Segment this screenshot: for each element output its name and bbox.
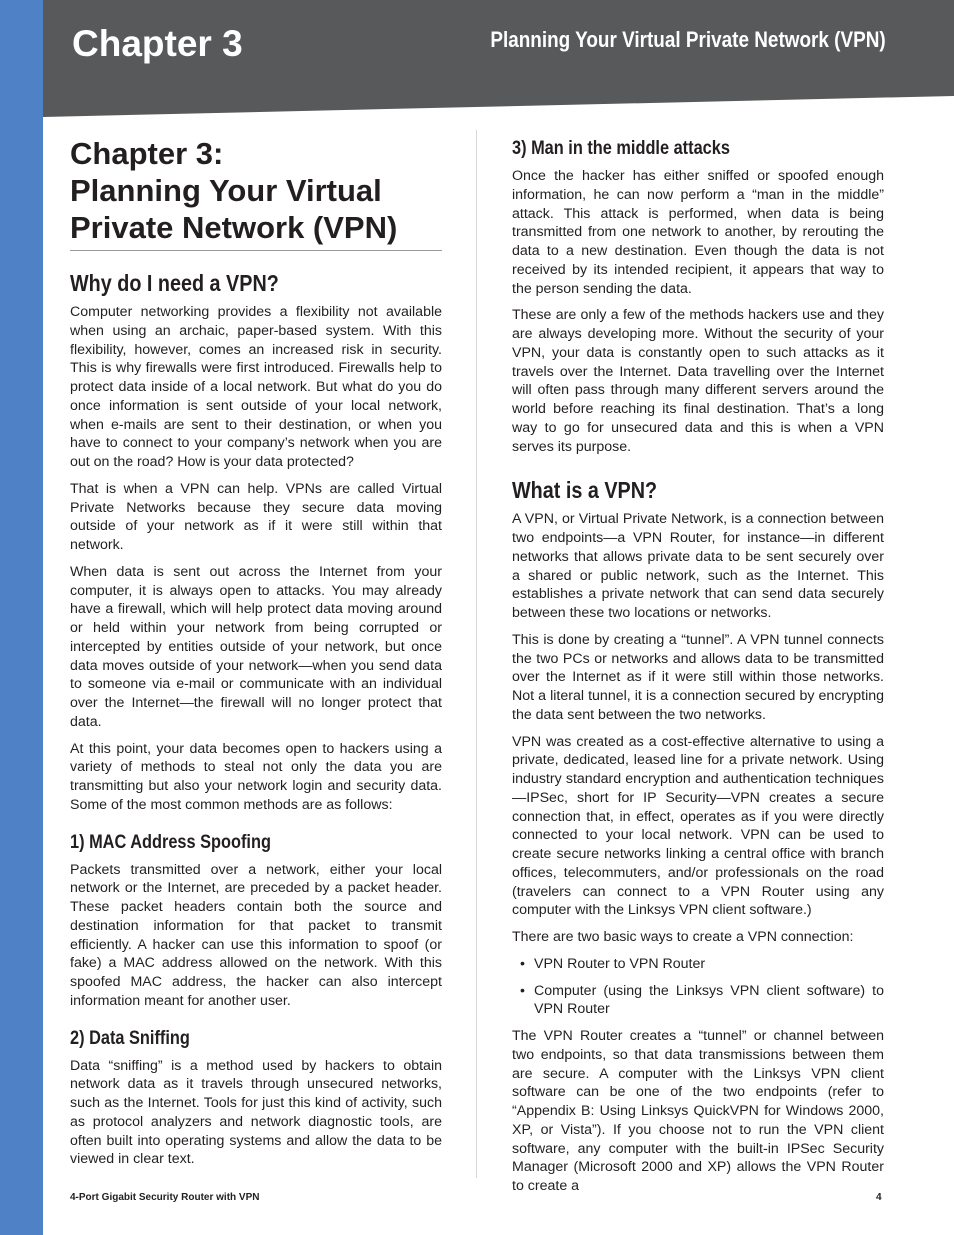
left-column <box>70 135 442 1177</box>
why-paragraph-3: When data is sent out across the Internet from your computer, it is always open to attacks. You may already have a firewall, which will help protect data moving around or held within your network from being corrupted or intercepted by entities outside of your network, but once data moves outside of your network—when you send data to someone via e-mail or communicate with an individual over the Internet—the firewall will no longer protect that data. <box>70 563 442 730</box>
vpn-connection-list <box>512 955 884 1019</box>
mitm-heading: 3) Man in the middle attacks <box>512 138 730 159</box>
what-paragraph-2: This is done by creating a “tunnel”. A VPN tunnel connects the two PCs or networks and allows data to be transmitted over the Internet as if it were still within those networks. Not a literal tunnel, it is a connection secured by encrypting the data sent between the two networks. <box>512 631 884 723</box>
list-item-text: VPN Router to VPN Router <box>534 955 706 972</box>
what-paragraph-1: A VPN, or Virtual Private Network, is a connection between two endpoints—a VPN Router, for instance—in different networks that allows private data to be sent securely over a shared or public network, such as the Internet. This establishes a private network that can send data securely between these two locations or networks. <box>512 511 884 621</box>
data-sniffing-heading: 2) Data Sniffing <box>70 1027 190 1049</box>
mitm-paragraph-2: These are only a few of the methods hackers use and they are always developing more. Without the security of your VPN, your data is constantly open to such attacks as it travels over the Internet. Data travelling over the Internet will often pass through many different servers around the world before reaching its final destination. That’s a long way to go for unsecured data and this is when a VPN serves its purpose. <box>512 307 884 455</box>
mitm-paragraph-1: Once the hacker has either sniffed or spoofed enough information, he can now perform a “man in the middle” attack. This attack is performed, when data is being transmitted from one network to another, by rerouting the data to a new destination. Even though the data is not received by its intended recipient, it appears that way to the person sending the data. <box>512 168 884 297</box>
list-item <box>512 982 884 1020</box>
what-paragraph-4: There are two basic ways to create a VPN connection: <box>512 929 854 945</box>
closing-paragraph: The VPN Router creates a “tunnel” or channel between two endpoints, so that data transmissions between them are secure. A computer with the Linksys VPN client software can be one of the two endpoints (refer to “Appendix B: Using Linksys QuickVPN for Windows 2000, XP, or Vista”). If you choose not to run the VPN client software, any computer with the built-in IPSec Security Manager (Microsoft 2000 and XP) allows the VPN Router to create a <box>512 1028 884 1194</box>
why-paragraph-4: At this point, your data becomes open to hackers using a variety of methods to steal not only the data you are transmitting but also your network login and security data. Some of the most common methods are as follows: <box>70 740 442 813</box>
bullet-icon: • <box>520 982 525 999</box>
chapter-label: Chapter 3 <box>72 23 243 64</box>
page-number: 4 <box>876 1192 882 1203</box>
list-item <box>512 955 884 974</box>
column-divider <box>476 130 477 1178</box>
page-title-line-1: Chapter 3: <box>70 136 224 171</box>
mac-spoofing-paragraph: Packets transmitted over a network, either your local network or the Internet, are preceded by a packet header. These packet headers contain both the source and destination information for that packet to transmit efficiently. A hacker can use this information to spoof (or fake) a MAC address allowed on the network. With this spoofed MAC address, the hacker can also intercept information meant for another user. <box>70 861 442 1009</box>
data-sniffing-paragraph: Data “sniffing” is a method used by hackers to obtain network data as it travels through unsecured networks, such as the Internet. Tools for just this kind of activity, such as protocol analyzers and network diagnostic tools, are often built into operating systems and allow the data to be viewed in clear text. <box>70 1057 442 1168</box>
why-paragraph-2: That is when a VPN can help. VPNs are called Virtual Private Networks because they secure data moving outside of your network as if it were still within that network. <box>70 480 442 553</box>
page-title-line-3: Private Network (VPN) <box>70 210 398 245</box>
list-item-text: Computer (using the Linksys VPN client software) to VPN Router <box>534 982 884 1018</box>
header-title: Planning Your Virtual Private Network (VPN) <box>490 27 886 52</box>
page-title <box>70 135 442 246</box>
bullet-icon: • <box>520 955 525 972</box>
right-column <box>512 137 884 1204</box>
what-paragraph-3: VPN was created as a cost-effective alternative to using a private, dedicated, leased line for a private network. Using industry standard encryption and authentication techniques—IPSec, short for IP Security—VPN creates a secure connection that, in effect, operates as if you were directly connected to your local network. VPN can be used to create secure networks linking a central office with branch offices, telecommuters, and/or professionals on the road (travelers can connect to a VPN Router using any computer with the Linksys VPN client software.) <box>512 733 884 919</box>
title-rule <box>70 250 442 251</box>
footer-product-name: 4-Port Gigabit Security Router with VPN <box>70 1192 260 1203</box>
mac-spoofing-heading: 1) MAC Address Spoofing <box>70 831 271 853</box>
why-vpn-heading: Why do I need a VPN? <box>70 270 279 296</box>
why-paragraph-1: Computer networking provides a flexibility not available when using an archaic, paper-based system. With this flexibility, however, comes an increased risk in security. This is why firewalls were first introduced. Firewalls help to protect data inside of a local network. But what do you do once information is sent outside of your local network, when e-mails are sent to their destination, or when you have to connect to your company’s network when you are out on the road? How is your data protected? <box>70 304 442 470</box>
what-vpn-heading: What is a VPN? <box>512 477 658 504</box>
page-title-line-2: Planning Your Virtual <box>70 173 382 208</box>
side-accent-strip <box>0 0 43 1235</box>
